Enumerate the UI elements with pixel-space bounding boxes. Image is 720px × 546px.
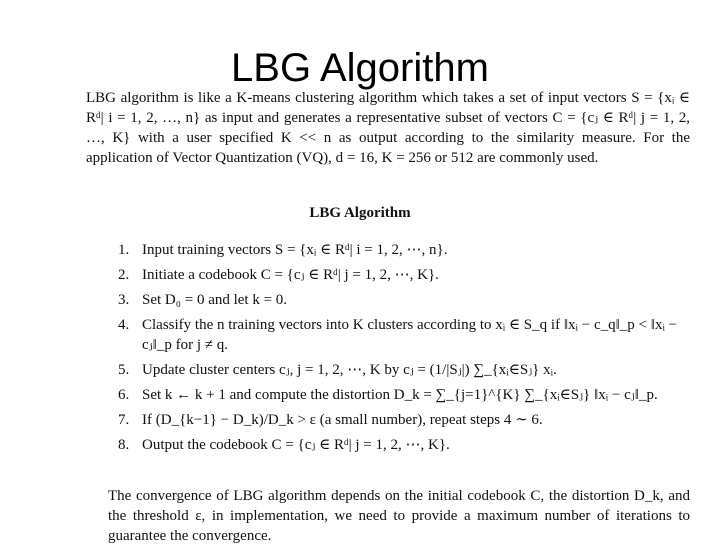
step-text: If (D_{k−1} − D_k)/D_k > ε (a small number), repeat steps 4 ∼ 6. [142,412,543,428]
algorithm-step [118,360,678,380]
algorithm-step [118,265,678,285]
step-text: Input training vectors S = {xᵢ ∈ Rᵈ| i = 1, 2, ⋯, n}. [142,242,448,258]
step-text: Set D₀ = 0 and let k = 0. [142,292,288,308]
step-number: 5. [118,362,130,378]
step-text: Update cluster centers cⱼ, j = 1, 2, ⋯, K by cⱼ = (1/|Sⱼ|) ∑_{xᵢ∈Sⱼ} xᵢ. [142,362,557,378]
step-number: 6. [118,387,130,403]
step-number: 4. [118,317,130,333]
algorithm-step [118,435,678,455]
step-text: Output the codebook C = {cⱼ ∈ Rᵈ| j = 1, 2, ⋯, K}. [142,437,450,453]
step-text: Set k ← k + 1 and compute the distortion D_k = ∑_{j=1}^{K} ∑_{xᵢ∈Sⱼ} ‖xᵢ − cⱼ‖_p. [142,387,658,403]
step-text: Classify the n training vectors into K clusters according to xᵢ ∈ S_q if ‖xᵢ − c_q‖_p < ‖xᵢ − cⱼ‖_p for j ≠ q. [142,317,678,353]
step-number: 7. [118,412,130,428]
algorithm-step [118,315,678,355]
step-number: 1. [118,242,130,258]
step-number: 3. [118,292,130,308]
algorithm-steps [118,240,678,460]
conclusion-paragraph: The convergence of LBG algorithm depends on the initial codebook C, the distortion D_k, and the threshold ε, in implementation, we need to provide a maximum number of iterations to guarantee the convergence. [108,488,690,544]
algorithm-step [118,385,678,405]
intro-paragraph: LBG algorithm is like a K-means clustering algorithm which takes a set of input vectors S = {xᵢ ∈ Rᵈ| i = 1, 2, …, n} as input and generates a representative subset of vectors C = {cⱼ ∈ Rᵈ| j = 1, 2, …, K} with a user specified K << n as output according to the similarity measure. For the application of Vector Quantization (VQ), d = 16, K = 256 or 512 are commonly used. [86,90,690,166]
algorithm-heading: LBG Algorithm [309,205,411,221]
step-text: Initiate a codebook C = {cⱼ ∈ Rᵈ| j = 1, 2, ⋯, K}. [142,267,439,283]
algorithm-step [118,240,678,260]
algorithm-step [118,410,678,430]
slide-title: LBG Algorithm [231,46,489,90]
step-number: 8. [118,437,130,453]
step-number: 2. [118,267,130,283]
algorithm-step [118,290,678,310]
